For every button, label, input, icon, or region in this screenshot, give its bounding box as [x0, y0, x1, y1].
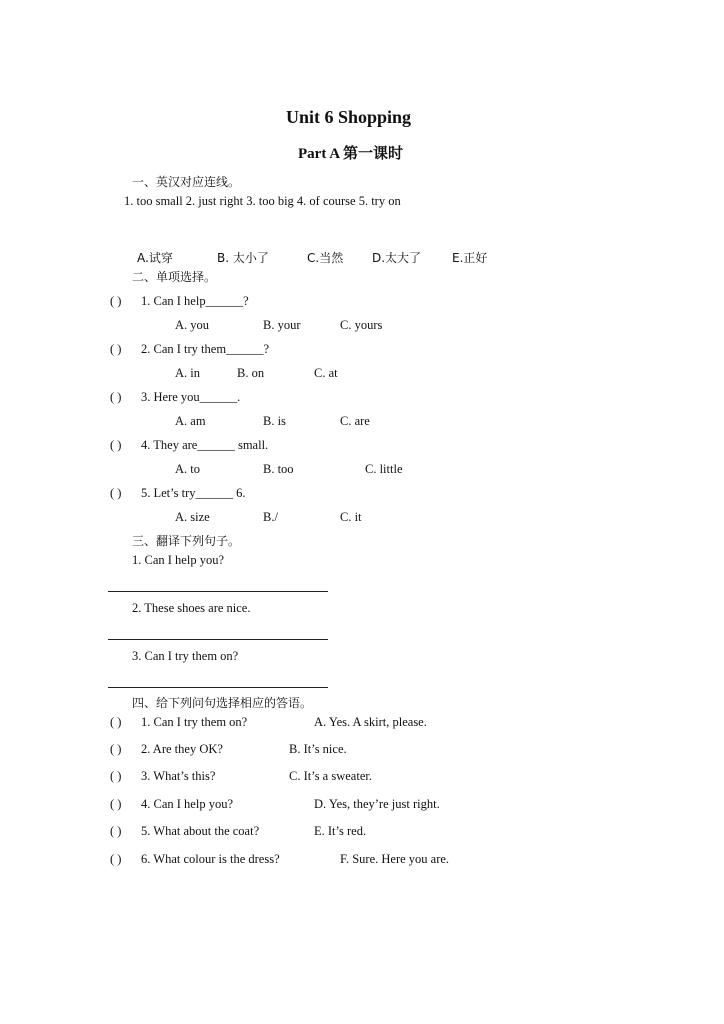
- translate-sentence-3: 3. Can I try them on?: [132, 649, 239, 663]
- answer-blank[interactable]: ( ): [110, 797, 122, 811]
- answer-blank[interactable]: ( ): [110, 824, 122, 838]
- answer-blank[interactable]: ( ): [110, 342, 122, 356]
- match-answer-c: C. It’s a sweater.: [289, 769, 372, 783]
- section-2-heading: 二、单项选择。: [132, 270, 217, 284]
- option-b: B. on: [237, 366, 265, 380]
- answer-line-2[interactable]: [108, 639, 328, 640]
- section-3-heading: 三、翻译下列句子。: [132, 534, 241, 548]
- answer-blank[interactable]: ( ): [110, 294, 122, 308]
- answer-blank[interactable]: ( ): [110, 852, 122, 866]
- option-b: B. too: [263, 462, 294, 476]
- answer-blank[interactable]: ( ): [110, 742, 122, 756]
- chinese-option-e: E.正好: [452, 251, 488, 265]
- option-c: C. are: [340, 414, 370, 428]
- match-answer-e: E. It’s red.: [314, 824, 367, 838]
- page-title: Unit 6 Shopping: [286, 107, 412, 127]
- option-c: C. at: [314, 366, 338, 380]
- chinese-option-c: C.当然: [307, 251, 344, 265]
- answer-line-1[interactable]: [108, 591, 328, 592]
- chinese-option-b: B. 太小了: [217, 251, 269, 265]
- option-a: A. you: [175, 318, 210, 332]
- match-question-6: 6. What colour is the dress?: [141, 852, 280, 866]
- option-b: B./: [263, 510, 278, 524]
- match-answer-f: F. Sure. Here you are.: [340, 852, 450, 866]
- option-b: B. is: [263, 414, 286, 428]
- translate-sentence-2: 2. These shoes are nice.: [132, 601, 251, 615]
- answer-blank[interactable]: ( ): [110, 486, 122, 500]
- match-question-1: 1. Can I try them on?: [141, 715, 248, 729]
- match-answer-a: A. Yes. A skirt, please.: [314, 715, 427, 729]
- option-c: C. little: [365, 462, 403, 476]
- option-a: A. am: [175, 414, 206, 428]
- question-2: 2. Can I try them______?: [141, 342, 270, 356]
- option-a: A. in: [175, 366, 200, 380]
- match-answer-d: D. Yes, they’re just right.: [314, 797, 440, 811]
- match-question-5: 5. What about the coat?: [141, 824, 260, 838]
- page-subtitle: Part A 第一课时: [298, 146, 403, 162]
- option-a: A. size: [175, 510, 210, 524]
- chinese-option-d: D.太大了: [372, 251, 422, 265]
- chinese-option-a: A.试穿: [137, 251, 173, 265]
- question-3: 3. Here you______.: [141, 390, 241, 404]
- answer-blank[interactable]: ( ): [110, 390, 122, 404]
- question-1: 1. Can I help______?: [141, 294, 249, 308]
- answer-blank[interactable]: ( ): [110, 438, 122, 452]
- match-question-3: 3. What’s this?: [141, 769, 216, 783]
- option-a: A. to: [175, 462, 200, 476]
- match-question-4: 4. Can I help you?: [141, 797, 233, 811]
- answer-blank[interactable]: ( ): [110, 769, 122, 783]
- option-c: C. yours: [340, 318, 383, 332]
- match-answer-b: B. It’s nice.: [289, 742, 347, 756]
- option-c: C. it: [340, 510, 362, 524]
- translate-sentence-1: 1. Can I help you?: [132, 553, 224, 567]
- english-phrases: 1. too small 2. just right 3. too big 4. of course 5. try on: [124, 194, 401, 208]
- question-4: 4. They are______ small.: [141, 438, 269, 452]
- section-1-heading: 一、英汉对应连线。: [132, 175, 241, 189]
- section-4-heading: 四、给下列问句选择相应的答语。: [132, 696, 313, 710]
- match-question-2: 2. Are they OK?: [141, 742, 223, 756]
- answer-blank[interactable]: ( ): [110, 715, 122, 729]
- question-5: 5. Let’s try______ 6.: [141, 486, 246, 500]
- answer-line-3[interactable]: [108, 687, 328, 688]
- option-b: B. your: [263, 318, 301, 332]
